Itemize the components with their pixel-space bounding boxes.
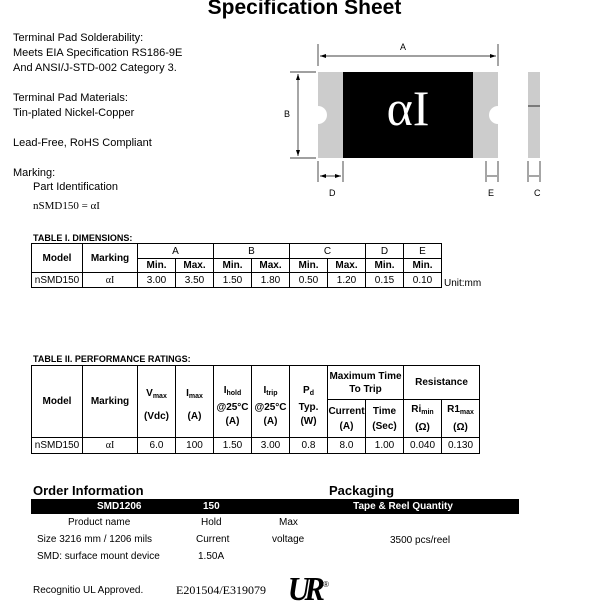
page-title: Specification Sheet [207,0,402,19]
cell-c-min: 0.50 [290,273,328,288]
dim-label-d: D [329,188,336,198]
dim-label-b: B [284,109,291,119]
unit-label: Unit:mm [444,278,482,289]
order-line-voltage: voltage [272,534,305,545]
part-identification-label: Part Identification [33,181,118,193]
dimension-e [486,161,498,182]
dimension-a [318,44,498,66]
performance-table [31,365,480,454]
cell-itrip: 3.00 [252,438,290,454]
dim-label-e: E [488,188,495,198]
solderability-heading: Terminal Pad Solderability: [13,32,144,44]
header-min: Min. [290,259,328,273]
cell-vmax: 6.0 [138,438,176,454]
order-line-hold-value: 1.50A [198,551,225,562]
table2-header-row [32,366,480,400]
cell-c-max: 1.20 [328,273,366,288]
order-line-hold: Hold [201,517,222,528]
order-line-smd: SMD: surface mount device [37,551,160,562]
header-d: D [366,244,404,259]
header-current: Current (A) [328,400,366,438]
chip-marking: αI [386,80,430,136]
header-imax: $I_{max}$ (A) [176,366,214,438]
solderability-line: Meets EIA Specification RS186-9E [13,47,183,59]
marking-example: nSMD150 = αI [33,200,100,212]
cell-e-min: 0.10 [404,273,442,288]
header-max: Max. [176,259,214,273]
cell-model: nSMD150 [32,438,83,454]
table1-caption: TABLE I. DIMENSIONS: [33,233,133,243]
registered-mark: ® [323,580,329,589]
table1-header-row [32,244,442,259]
ul-file-number: E201504/E319079 [176,583,266,597]
header-ri-min: $Ri_{min}$ (Ω) [404,400,442,438]
cell-marking: αI [83,273,138,288]
materials-block [13,91,134,121]
recognition-label: Recognitio UL Approved. [33,585,144,596]
dimension-c [528,161,540,182]
header-min: Min. [366,259,404,273]
header-max: Max. [328,259,366,273]
header-min: Min. [214,259,252,273]
header-marking: Marking [83,244,138,273]
header-r1-max: $R1_{max}$ (Ω) [442,400,480,438]
header-a: A [138,244,214,259]
cell-ri-min: 0.040 [404,438,442,454]
header-max: Max. [252,259,290,273]
cell-pd: 0.8 [290,438,328,454]
packaging-title: Packaging [329,483,395,498]
table-row [32,438,480,454]
header-time: Time (Sec) [366,400,404,438]
header-b: B [214,244,290,259]
dimension-b [290,72,316,158]
materials-line: Tin-plated Nickel-Copper [13,107,135,119]
packaging-header-bar: Tape & Reel Quantity [287,499,519,514]
dimensions-table [31,243,442,288]
header-vmax: $V_{max}$ (Vdc) [138,366,176,438]
cell-a-min: 3.00 [138,273,176,288]
header-itrip: $I_{trip}$ @25°C (A) [252,366,290,438]
leadfree-text: Lead-Free, RoHS Compliant [13,137,152,149]
dimension-d [318,161,343,182]
cell-d-min: 0.15 [366,273,404,288]
order-code-hold: 150 [203,501,220,512]
cell-ihold: 1.50 [214,438,252,454]
header-resistance: Resistance [404,366,480,400]
order-code-product: SMD1206 [97,501,142,512]
table2-caption: TABLE II. PERFORMANCE RATINGS: [33,354,191,364]
packaging-quantity: 3500 pcs/reel [390,535,451,546]
header-c: C [290,244,366,259]
dim-label-c: C [534,188,541,198]
order-line-size: Size 3216 mm / 1206 mils [37,534,153,545]
header-e: E [404,244,442,259]
materials-heading: Terminal Pad Materials: [13,92,128,104]
cell-a-max: 3.50 [176,273,214,288]
header-pd: $P_d$ Typ. (W) [290,366,328,438]
order-line-max: Max [279,517,298,528]
chip-side-view [528,72,540,158]
order-line-product-name: Product name [68,517,131,528]
header-min: Min. [138,259,176,273]
solderability-line: And ANSI/J-STD-002 Category 3. [13,62,177,74]
header-ihold: $I_{hold}$ @25°C (A) [214,366,252,438]
order-line-current: Current [196,534,230,545]
cell-b-max: 1.80 [252,273,290,288]
cell-model: nSMD150 [32,273,83,288]
header-marking: Marking [83,366,138,438]
header-max-time-to-trip: Maximum Time To Trip [328,366,404,400]
order-code-bar [31,499,287,514]
order-info-title: Order Information [33,483,144,498]
solderability-block [13,31,182,76]
header-min: Min. [404,259,442,273]
cell-time: 1.00 [366,438,404,454]
cell-b-min: 1.50 [214,273,252,288]
ul-recognized-logo: UR [287,571,320,608]
dim-label-a: A [400,42,407,52]
header-model: Model [32,244,83,273]
table-row [32,273,442,288]
header-model: Model [32,366,83,438]
cell-imax: 100 [176,438,214,454]
cell-current: 8.0 [328,438,366,454]
marking-label: Marking: [13,167,56,179]
cell-marking: αI [83,438,138,454]
cell-r1-max: 0.130 [442,438,480,454]
